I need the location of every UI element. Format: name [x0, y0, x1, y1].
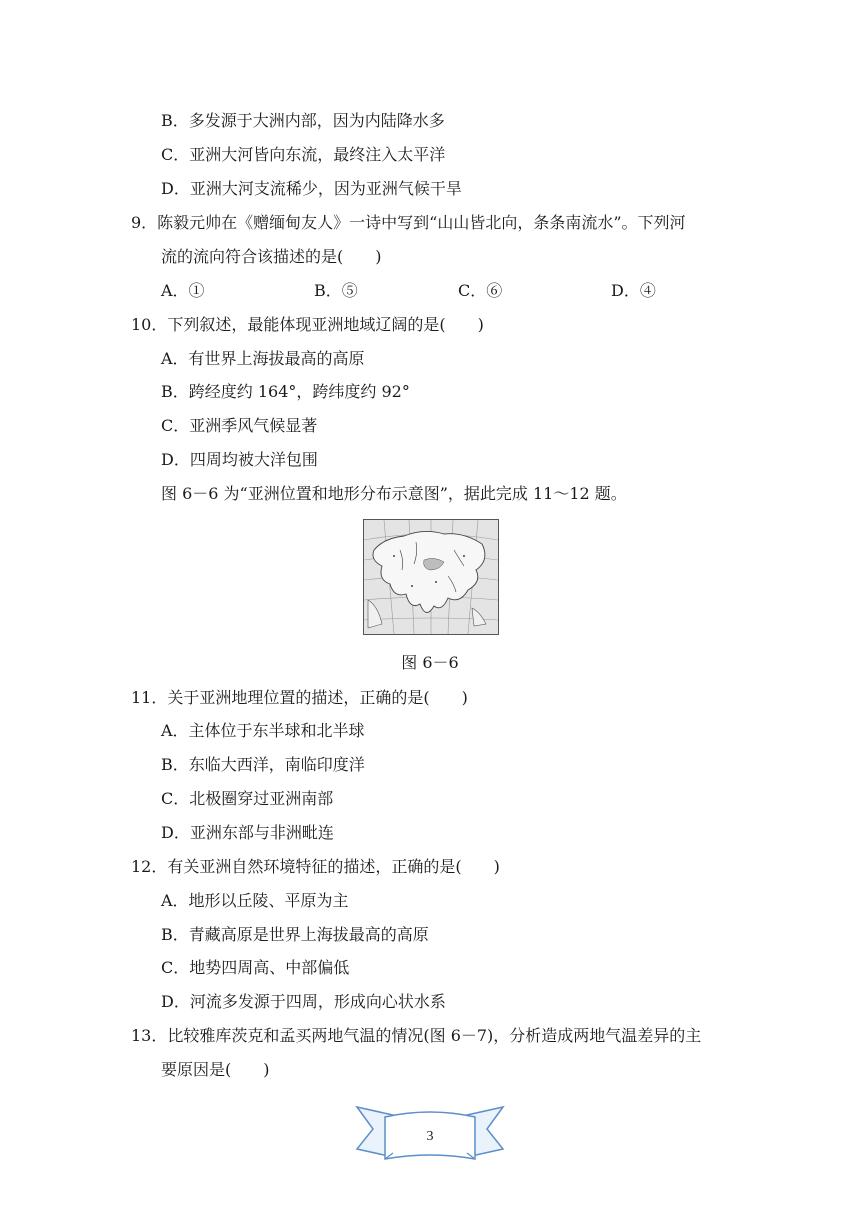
page-number: 3 [426, 1129, 434, 1144]
q12-option-c: C．地势四周高、中部偏低 [161, 958, 350, 977]
q11-option-c: C．北极圈穿过亚洲南部 [161, 789, 334, 808]
q11-option-d: D．亚洲东部与非洲毗连 [161, 823, 334, 842]
asia-map-figure [363, 519, 499, 635]
asia-map-icon [364, 520, 498, 634]
q12-stem: 12．有关亚洲自然环境特征的描述，正确的是( ) [131, 857, 500, 876]
q8-option-d: D．亚洲大河支流稀少，因为亚洲气候干旱 [161, 179, 462, 198]
q13-stem-line2: 要原因是( ) [161, 1060, 270, 1079]
q12-option-d: D．河流多发源于四周，形成向心状水系 [161, 992, 446, 1011]
q9-option-d: D．④ [611, 281, 656, 300]
q9-option-a: A．① [161, 281, 205, 300]
q10-stem: 10．下列叙述，最能体现亚洲地域辽阔的是( ) [131, 315, 484, 334]
figure-intro: 图 6－6 为“亚洲位置和地形分布示意图”，据此完成 11～12 题。 [161, 484, 627, 503]
figure-caption: 图 6－6 [401, 653, 459, 672]
q9-option-c: C．⑥ [458, 281, 503, 300]
q8-option-b: B．多发源于大洲内部，因为内陆降水多 [161, 111, 445, 130]
q10-option-c: C．亚洲季风气候显著 [161, 416, 318, 435]
q9-stem-line2: 流的流向符合该描述的是( ) [161, 247, 382, 266]
q8-option-c: C．亚洲大河皆向东流，最终注入太平洋 [161, 145, 446, 164]
q10-option-d: D．四周均被大洋包围 [161, 450, 318, 469]
q9-option-b: B．⑤ [314, 281, 358, 300]
q12-option-a: A．地形以丘陵、平原为主 [161, 891, 349, 910]
q9-stem-line1: 9．陈毅元帅在《赠缅甸友人》一诗中写到“山山皆北向，条条南流水”。下列河 [131, 213, 686, 232]
q10-option-b: B．跨经度约 164°，跨纬度约 92° [161, 382, 410, 401]
q12-option-b: B．青藏高原是世界上海拔最高的高原 [161, 925, 429, 944]
q10-option-a: A．有世界上海拔最高的高原 [161, 349, 365, 368]
q11-option-a: A．主体位于东半球和北半球 [161, 721, 365, 740]
q11-stem: 11．关于亚洲地理位置的描述，正确的是( ) [131, 688, 468, 707]
q11-option-b: B．东临大西洋，南临印度洋 [161, 755, 365, 774]
q13-stem-line1: 13．比较雅库茨克和孟买两地气温的情况(图 6－7)，分析造成两地气温差异的主 [131, 1026, 702, 1045]
